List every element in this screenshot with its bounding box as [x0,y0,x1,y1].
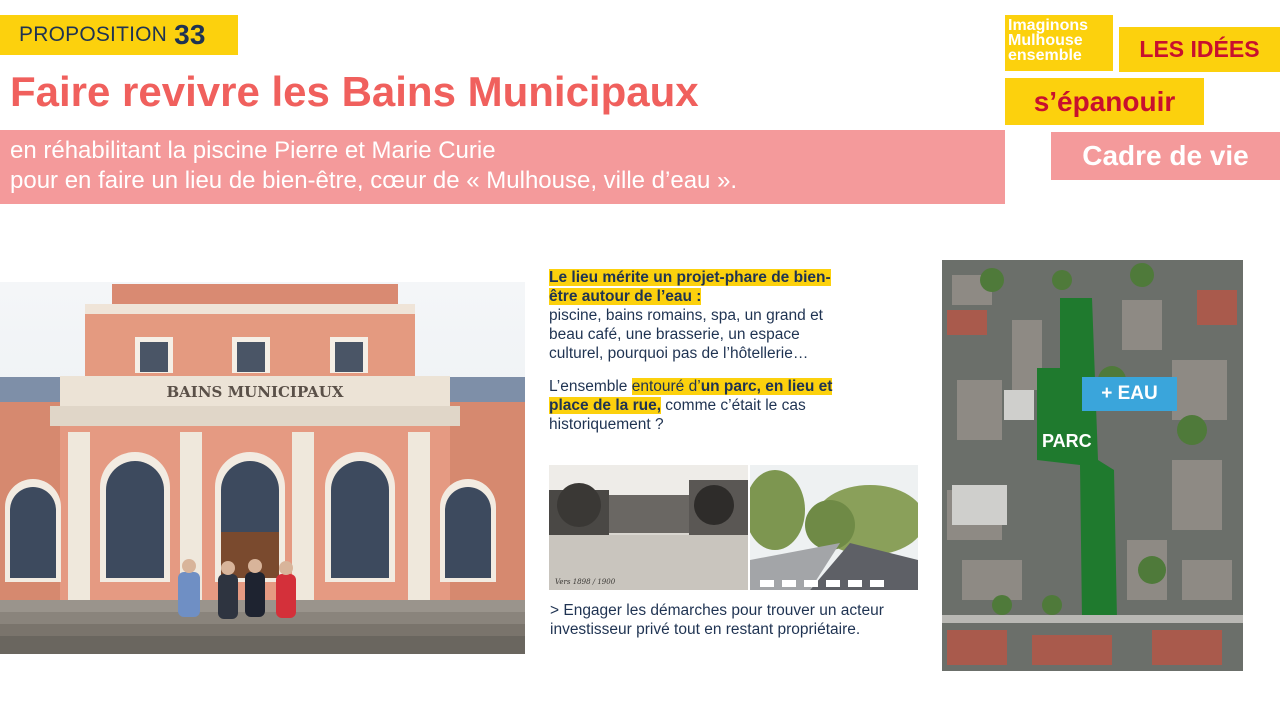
paragraph-park [549,377,839,434]
ideas-badge: LES IDÉES [1119,27,1280,72]
brand-line-2: Mulhouse [1008,32,1083,49]
current-street-photo [750,465,918,590]
project-details: piscine, bains romains, spa, un grand et beau café, une brasserie, un espace culturel, pourquoi pas de l’hôtellerie… [549,307,823,362]
park-text-d: comme c’était le cas historiquement ? [549,397,806,433]
water-label: + EAU [1082,377,1177,411]
aerial-map [942,260,1243,671]
brand-line-1: Imaginons [1008,17,1089,34]
category-badge: Cadre de vie [1051,132,1280,180]
action-text: > Engager les démarches pour trouver un acteur investisseur privé tout en restant propriétaire. [550,602,884,638]
park-label: PARC [1042,431,1092,451]
brand-line-3: ensemble [1008,47,1082,64]
page-title: Faire revivre les Bains Municipaux [10,68,699,115]
theme-badge: s’épanouir [1005,78,1204,125]
proposition-badge [0,15,238,55]
historic-photo-caption: Vers 1898 / 1900 [555,578,616,586]
park-text-highlight: un parc, en lieu et place de la rue, [549,378,833,414]
description-text [549,268,839,434]
proposition-label: PROPOSITION [19,23,168,46]
subtitle-band [0,130,1005,204]
park-text-a: L’ensemble [549,378,632,395]
bains-municipaux-photo [0,282,525,654]
park-text-b: entouré d’ [631,378,701,395]
historic-photo [549,465,748,590]
proposition-number: 33 [174,19,206,50]
paragraph-project [549,268,839,363]
subtitle-line-2: pour en faire un lieu de bien-être, cœur de « Mulhouse, ville d’eau ». [10,167,738,194]
subtitle-line-1: en réhabilitant la piscine Pierre et Marie Curie [10,137,496,164]
highlight-project-title: Le lieu mérite un projet-phare de bien-être autour de l’eau : [549,269,831,305]
building-sign: BAINS MUNICIPAUX [166,383,344,401]
brand-logo [1005,15,1113,71]
